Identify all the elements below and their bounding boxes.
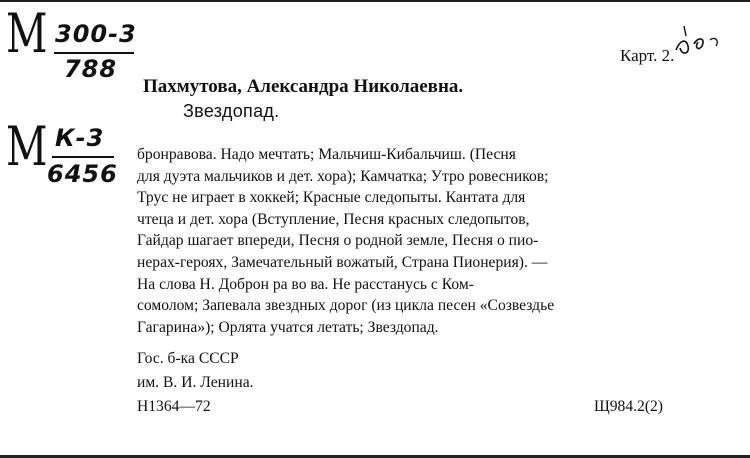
- contents-text: [137, 144, 697, 338]
- handwritten-letter-2: М: [6, 115, 49, 178]
- work-title: Звездопад.: [183, 101, 280, 121]
- author-heading: Пахмутова, Александра Николаевна.: [143, 76, 464, 97]
- library-name: Гос. б-ка СССР: [137, 350, 239, 367]
- handwritten-shelf-1-top: 300-3: [55, 20, 137, 48]
- contents-line: Гагарина»); Орлята учатся летать; Звездопад.: [137, 318, 439, 336]
- handwritten-shelf-2-top: К-3: [55, 124, 105, 152]
- contents-line: На слова Н. Доброн ра во ва. Не расстанусь с Ком-: [137, 275, 474, 293]
- card-number: Карт. 2.: [620, 46, 675, 65]
- handwritten-shelf-1-bottom: 788: [64, 55, 118, 83]
- handwritten-divider-1: [54, 52, 134, 54]
- library-name-line-2: им. В. И. Ленина.: [137, 374, 254, 391]
- contents-line: бронравова. Надо мечтать; Мальчиш-Кибальчиш. (Песня: [137, 146, 516, 163]
- classification-code: Щ984.2(2): [594, 398, 663, 415]
- contents-line: сомолом; Запевала звездных дорог (из цикла песен «Созвездье: [137, 297, 555, 315]
- handwritten-letter-1: М: [6, 2, 49, 65]
- contents-line: Трус не играет в хоккей; Красные следопыты. Кантата для: [137, 189, 526, 207]
- handwritten-scribble: [668, 18, 728, 58]
- card-top-edge: [0, 0, 750, 2]
- handwritten-shelf-2-bottom: 6456: [47, 160, 118, 188]
- contents-line: для дуэта мальчиков и дет. хора); Камчатка; Утро ровесников;: [137, 167, 549, 185]
- handwritten-divider-2: [52, 156, 114, 158]
- contents-line: нерах-героях, Замечательный вожатый, Страна Пионерия). —: [137, 253, 548, 271]
- contents-line: чтеца и дет. хора (Вступление, Песня красных следопытов,: [137, 210, 530, 228]
- contents-line: Гайдар шагает впереди, Песня о родной земле, Песня о пио-: [137, 232, 539, 250]
- record-code: Н1364—72: [137, 398, 211, 415]
